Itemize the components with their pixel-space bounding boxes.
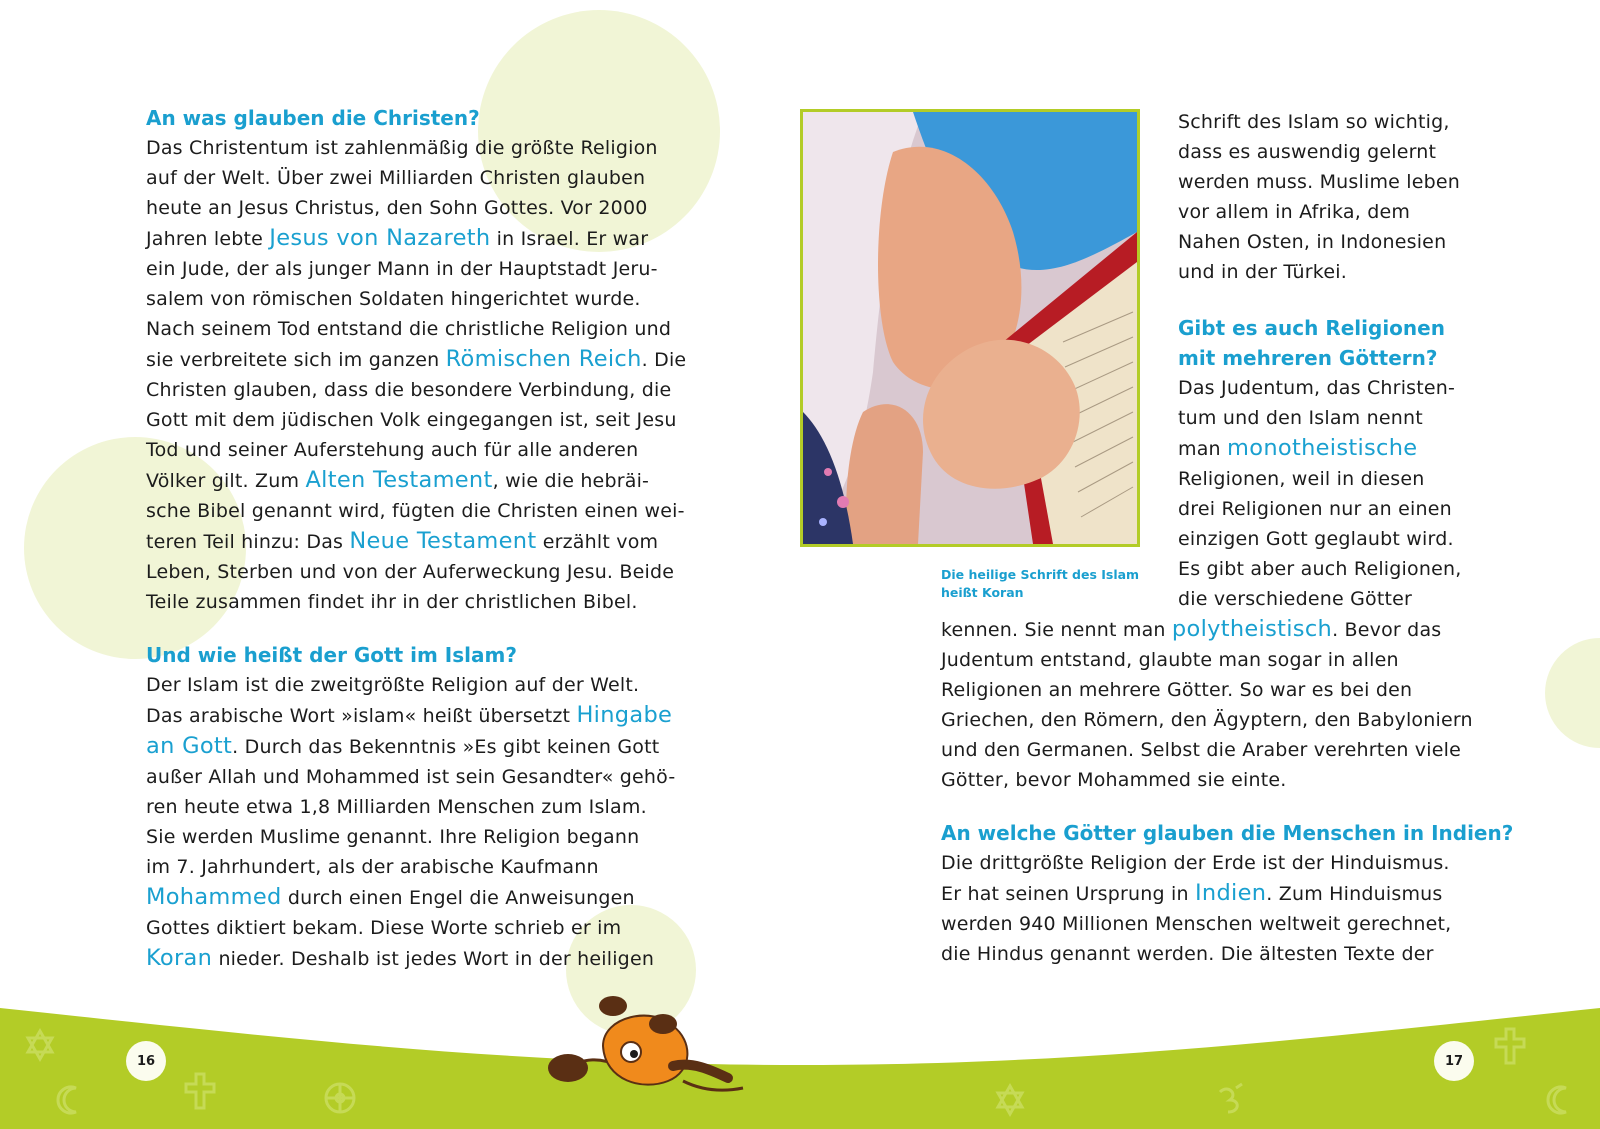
text-segment: in Israel. Er war [490,228,649,250]
text-segment: . Bevor das [1332,619,1442,641]
text-line [1178,227,1460,257]
text-line [1178,137,1460,167]
text-line [1178,257,1460,287]
highlighted-term: Neue Testament [349,528,537,554]
highlighted-term: Mohammed [146,884,282,910]
section-heading: Und wie heißt der Gott im Islam? [146,643,517,667]
text-line [146,882,675,913]
text-segment: Das Christentum ist zahlenmäßig die größte Religion [146,137,658,159]
text-line [941,848,1513,878]
text-line [941,645,1473,675]
text-segment: auf der Welt. Über zwei Milliarden Christen glauben [146,167,646,189]
caption-line: Die heilige Schrift des Islam [941,567,1140,582]
text-line [1178,554,1461,584]
text-line [1178,107,1460,137]
text-segment: und in der Türkei. [1178,261,1347,283]
text-line [146,314,686,344]
text-segment: drei Religionen nur an einen [1178,498,1452,520]
text-segment: die Hindus genannt werden. Die ältesten Texte der [941,943,1434,965]
text-line [1178,524,1461,554]
text-line [146,163,686,193]
highlighted-term: an Gott [146,733,233,759]
highlighted-term: polytheistisch [1171,616,1333,642]
section-polytheism-wide [941,614,1473,795]
text-segment: Teile zusammen findet ihr in der christlichen Bibel. [146,591,638,613]
text-segment: Tod und seiner Auferstehung auch für alle anderen [146,439,639,461]
section-polytheism [1178,313,1461,614]
paragraph [146,670,675,974]
section-heading: An was glauben die Christen? [146,106,480,130]
text-segment: Das Judentum, das Christen- [1178,377,1456,399]
text-segment: vor allem in Afrika, dem [1178,201,1411,223]
text-line [146,762,675,792]
text-segment: Christen glauben, dass die besondere Verbindung, die [146,379,672,401]
text-line [1178,403,1461,433]
text-segment: , wie die hebräi- [492,470,650,492]
text-line [1178,584,1461,614]
text-line [146,587,686,617]
text-segment: sche Bibel genannt wird, fügten die Christen einen wei- [146,500,685,522]
text-segment: werden 940 Millionen Menschen weltweit gerechnet, [941,913,1452,935]
text-segment: kennen. Sie nennt man [941,619,1172,641]
text-segment: tum und den Islam nennt [1178,407,1423,429]
highlighted-term: Hingabe [576,702,673,728]
text-segment: Schrift des Islam so wichtig, [1178,111,1450,133]
text-segment: Religionen, weil in diesen [1178,468,1425,490]
paragraph [941,848,1513,969]
text-segment: ein Jude, der als junger Mann in der Hauptstadt Jeru- [146,258,658,280]
decor-circle [1545,638,1600,748]
text-line [1178,167,1460,197]
highlighted-term: Jesus von Nazareth [269,225,491,251]
text-line [146,943,675,974]
photo-caption [941,566,1139,602]
text-segment: werden muss. Muslime leben [1178,171,1461,193]
text-line [1178,373,1461,403]
section-heading-line: mit mehreren Göttern? [1178,346,1438,370]
text-line [146,496,686,526]
text-segment: durch einen Engel die Anweisungen [281,887,635,909]
text-segment: sie verbreitete sich im ganzen [146,349,446,371]
highlighted-term: Alten Testament [305,467,493,493]
text-segment: außer Allah und Mohammed ist sein Gesandter« gehö- [146,766,676,788]
text-segment: Der Islam ist die zweitgrößte Religion auf der Welt. [146,674,640,696]
section-islam-continued [1178,107,1460,287]
text-segment: Gott mit dem jüdischen Volk eingegangen ist, seit Jesu [146,409,677,431]
text-segment: Jahren lebte [146,228,270,250]
text-line [146,792,675,822]
text-segment: Nahen Osten, in Indonesien [1178,231,1447,253]
text-line [146,670,675,700]
dharma-wheel-icon [326,1084,354,1112]
text-segment: im 7. Jahrhundert, als der arabische Kaufmann [146,856,599,878]
paragraph [941,614,1473,795]
text-segment: Es gibt aber auch Religionen, [1178,558,1462,580]
text-line [146,557,686,587]
text-line [1178,433,1461,464]
text-line [941,878,1513,909]
page-number-right: 17 [1434,1041,1474,1081]
text-segment: erzählt vom [536,531,659,553]
text-segment: Judentum entstand, glaubte man sogar in allen [941,649,1399,671]
text-segment: Gottes diktiert bekam. Diese Worte schrieb er im [146,917,622,939]
highlighted-term: Indien [1194,880,1267,906]
text-line [146,913,675,943]
text-line [146,526,686,557]
text-segment: Leben, Sterben und von der Auferweckung Jesu. Beide [146,561,675,583]
text-segment: salem von römischen Soldaten hingerichtet wurde. [146,288,641,310]
text-line [1178,464,1461,494]
section-india [941,818,1513,969]
text-segment: Nach seinem Tod entstand die christliche Religion und [146,318,672,340]
text-segment: . Die [641,349,687,371]
text-segment: teren Teil hinzu: Das [146,531,350,553]
text-segment: dass es auswendig gelernt [1178,141,1437,163]
text-segment: nieder. Deshalb ist jedes Wort in der heiligen [212,948,655,970]
text-segment: die verschiedene Götter [1178,588,1413,610]
text-line [146,405,686,435]
section-christians [146,103,686,617]
text-line [146,254,686,284]
photo-illustration [803,112,1137,544]
text-segment: man [1178,438,1228,460]
paragraph [1178,373,1461,614]
text-segment: Das arabische Wort »islam« heißt übersetzt [146,705,577,727]
text-line [1178,494,1461,524]
text-segment: Religionen an mehrere Götter. So war es bei den [941,679,1413,701]
highlighted-term: Römischen Reich [445,346,642,372]
text-segment: und den Germanen. Selbst die Araber verehrten viele [941,739,1461,761]
section-heading: An welche Götter glauben die Menschen in Indien? [941,821,1514,845]
text-line [146,133,686,163]
highlighted-term: monotheistische [1227,435,1418,461]
highlighted-term: Koran [146,945,213,971]
section-heading-line: Gibt es auch Religionen [1178,316,1445,340]
text-line [146,223,686,254]
koran-reading-photo [800,109,1140,547]
text-segment: Sie werden Muslime genannt. Ihre Religion begann [146,826,640,848]
text-segment: Er hat seinen Ursprung in [941,883,1195,905]
text-line [146,375,686,405]
section-islam [146,640,675,974]
text-segment: . Durch das Bekenntnis »Es gibt keinen Gott [232,736,660,758]
text-line [941,765,1473,795]
footer-band [0,990,1600,1129]
text-line [941,614,1473,645]
text-line [146,465,686,496]
text-line [146,344,686,375]
text-line [941,675,1473,705]
text-line [941,909,1513,939]
paragraph [146,133,686,617]
text-line [146,700,675,731]
text-segment: einzigen Gott geglaubt wird. [1178,528,1454,550]
text-segment: heute an Jesus Christus, den Sohn Gottes. Vor 2000 [146,197,648,219]
paragraph [1178,107,1460,287]
text-line [146,284,686,314]
text-line [941,939,1513,969]
text-segment: Völker gilt. Zum [146,470,306,492]
text-segment: ren heute etwa 1,8 Milliarden Menschen zum Islam. [146,796,647,818]
text-segment: Götter, bevor Mohammed sie einte. [941,769,1287,791]
text-line [146,852,675,882]
text-line [146,731,675,762]
text-segment: Die drittgrößte Religion der Erde ist der Hinduismus. [941,852,1450,874]
text-segment: . Zum Hinduismus [1266,883,1443,905]
mouse-mascot [543,996,753,1106]
text-line [1178,197,1460,227]
text-line [941,735,1473,765]
page-number-left: 16 [126,1041,166,1081]
text-line [941,705,1473,735]
caption-line: heißt Koran [941,585,1024,600]
text-line [146,435,686,465]
text-segment: Griechen, den Römern, den Ägyptern, den Babyloniern [941,709,1473,731]
text-line [146,822,675,852]
text-line [146,193,686,223]
